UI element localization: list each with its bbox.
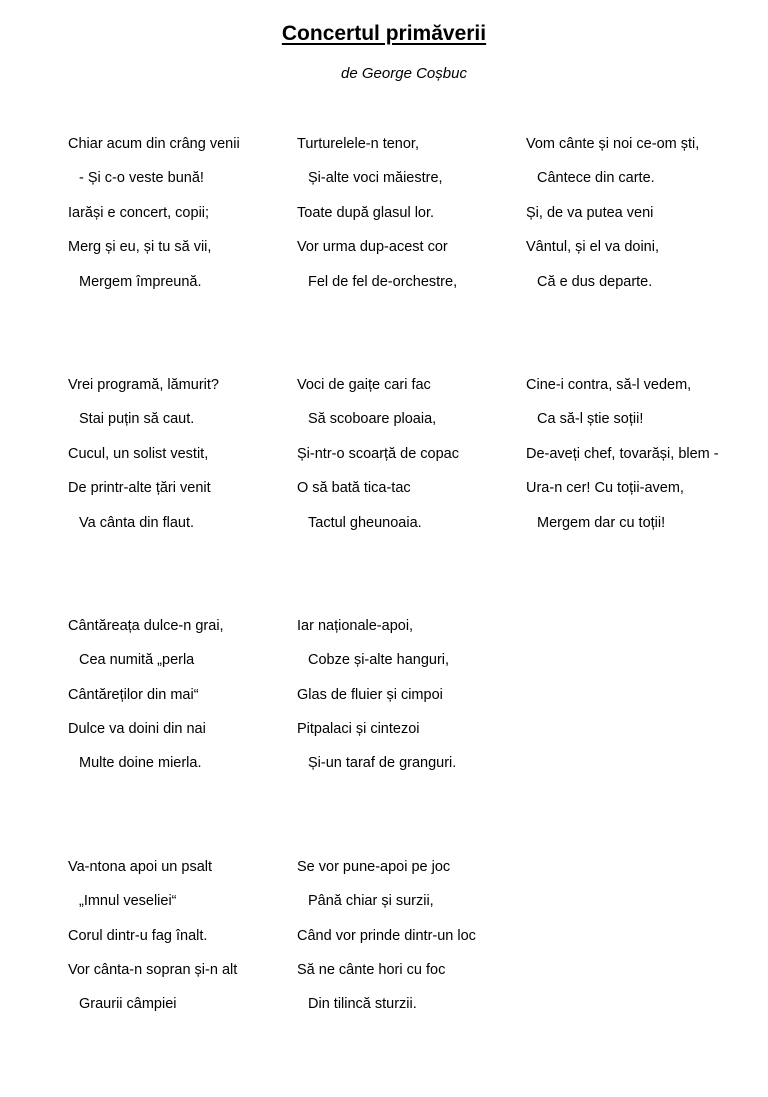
- poem-line: Va-ntona apoi un psalt: [68, 858, 213, 875]
- poem-line: Chiar acum din crâng venii: [68, 136, 240, 152]
- poem-line: Corul dintr-u fag înalt.: [68, 927, 208, 944]
- stanza: [297, 615, 537, 787]
- poem-line: „Imnul veseliei“: [79, 893, 177, 910]
- poem-author: de George Coșbuc: [341, 65, 467, 82]
- stanza: [68, 856, 308, 1028]
- poem-line: Cântece din carte.: [537, 170, 655, 187]
- poem-column-2: [297, 133, 537, 1097]
- poem-line: - Și c-o veste bună!: [79, 170, 204, 187]
- poem-line: Va cânta din flaut.: [79, 514, 195, 531]
- poem-line: Vrei programă, lămurit?: [68, 376, 219, 393]
- poem-title-text: Concertul primăverii: [281, 22, 487, 45]
- poem-line: Și-un taraf de granguri.: [308, 755, 457, 772]
- poem-line: Voci de gaițe cari fac: [297, 376, 431, 393]
- poem-line: Până chiar și surzii,: [308, 893, 434, 910]
- poem-line: Mergem împreună.: [79, 273, 202, 290]
- poem-line: Vom cânte și noi ce-om ști,: [526, 136, 700, 152]
- poem-line: Dulce va doini din nai: [68, 721, 206, 738]
- stanza: [68, 615, 308, 787]
- poem-line: Toate după glasul lor.: [297, 204, 435, 221]
- poem-title: [0, 20, 768, 48]
- stanza: [297, 374, 537, 546]
- poem-line: Tactul gheunoaia.: [308, 514, 422, 531]
- poem-line: O să bată tica-tac: [297, 480, 411, 497]
- poem-line: Și-ntr-o scoarță de copac: [297, 445, 459, 462]
- poem-line: Din tilincă sturzii.: [308, 996, 417, 1013]
- poem-line: Turturelele-n tenor,: [297, 136, 419, 152]
- poem-column-3: [526, 133, 766, 615]
- stanza: [68, 133, 308, 305]
- poem-line: Iarăși e concert, copii;: [68, 204, 210, 221]
- poem-line: Mergem dar cu toții!: [537, 514, 666, 531]
- stanza: [297, 133, 537, 305]
- poem-line: Cântăreților din mai“: [68, 686, 199, 703]
- poem-line: Să scoboare ploaia,: [308, 411, 437, 428]
- poem-line: Și-alte voci măiestre,: [308, 170, 443, 187]
- poem-line: Cucul, un solist vestit,: [68, 445, 209, 462]
- stanza: [526, 374, 766, 546]
- poem-line: Cântăreața dulce-n grai,: [68, 617, 224, 634]
- poem-line: Cine-i contra, să-l vedem,: [526, 376, 692, 393]
- poem-line: Cea numită „perla: [79, 652, 195, 669]
- poem-line: Cobze și-alte hanguri,: [308, 652, 450, 669]
- poem-line: Ca să-l știe soții!: [537, 411, 644, 428]
- poem-line: Vântul, și el va doini,: [526, 239, 659, 256]
- poem-line: Și, de va putea veni: [526, 204, 654, 221]
- poem-line: Merg și eu, și tu să vii,: [68, 239, 212, 256]
- poem-line: Stai puțin să caut.: [79, 411, 195, 428]
- poem-line: Pitpalaci și cintezoi: [297, 721, 420, 738]
- poem-line: Că e dus departe.: [537, 273, 653, 290]
- poem-line: Glas de fluier și cimpoi: [297, 686, 443, 703]
- stanza: [297, 856, 537, 1028]
- stanza: [68, 374, 308, 546]
- poem-line: Fel de fel de-orchestre,: [308, 273, 458, 290]
- poem-line: Ura-n cer! Cu toții-avem,: [526, 480, 684, 497]
- poem-line: Când vor prinde dintr-un loc: [297, 927, 476, 944]
- poem-line: Iar naționale-apoi,: [297, 617, 414, 634]
- poem-line: De printr-alte țări venit: [68, 480, 211, 497]
- poem-line: Se vor pune-apoi pe joc: [297, 858, 451, 875]
- poem-line: Vor urma dup-acest cor: [297, 239, 448, 256]
- poem-line: Să ne cânte hori cu foc: [297, 962, 446, 979]
- stanza: [526, 133, 766, 305]
- poem-line: De-aveți chef, tovarăși, blem -: [526, 445, 719, 462]
- poem-line: Vor cânta-n sopran și-n alt: [68, 962, 238, 979]
- poem-column-1: [68, 133, 308, 1097]
- poem-line: Multe doine mierla.: [79, 755, 202, 772]
- poem-line: Graurii câmpiei: [79, 996, 177, 1013]
